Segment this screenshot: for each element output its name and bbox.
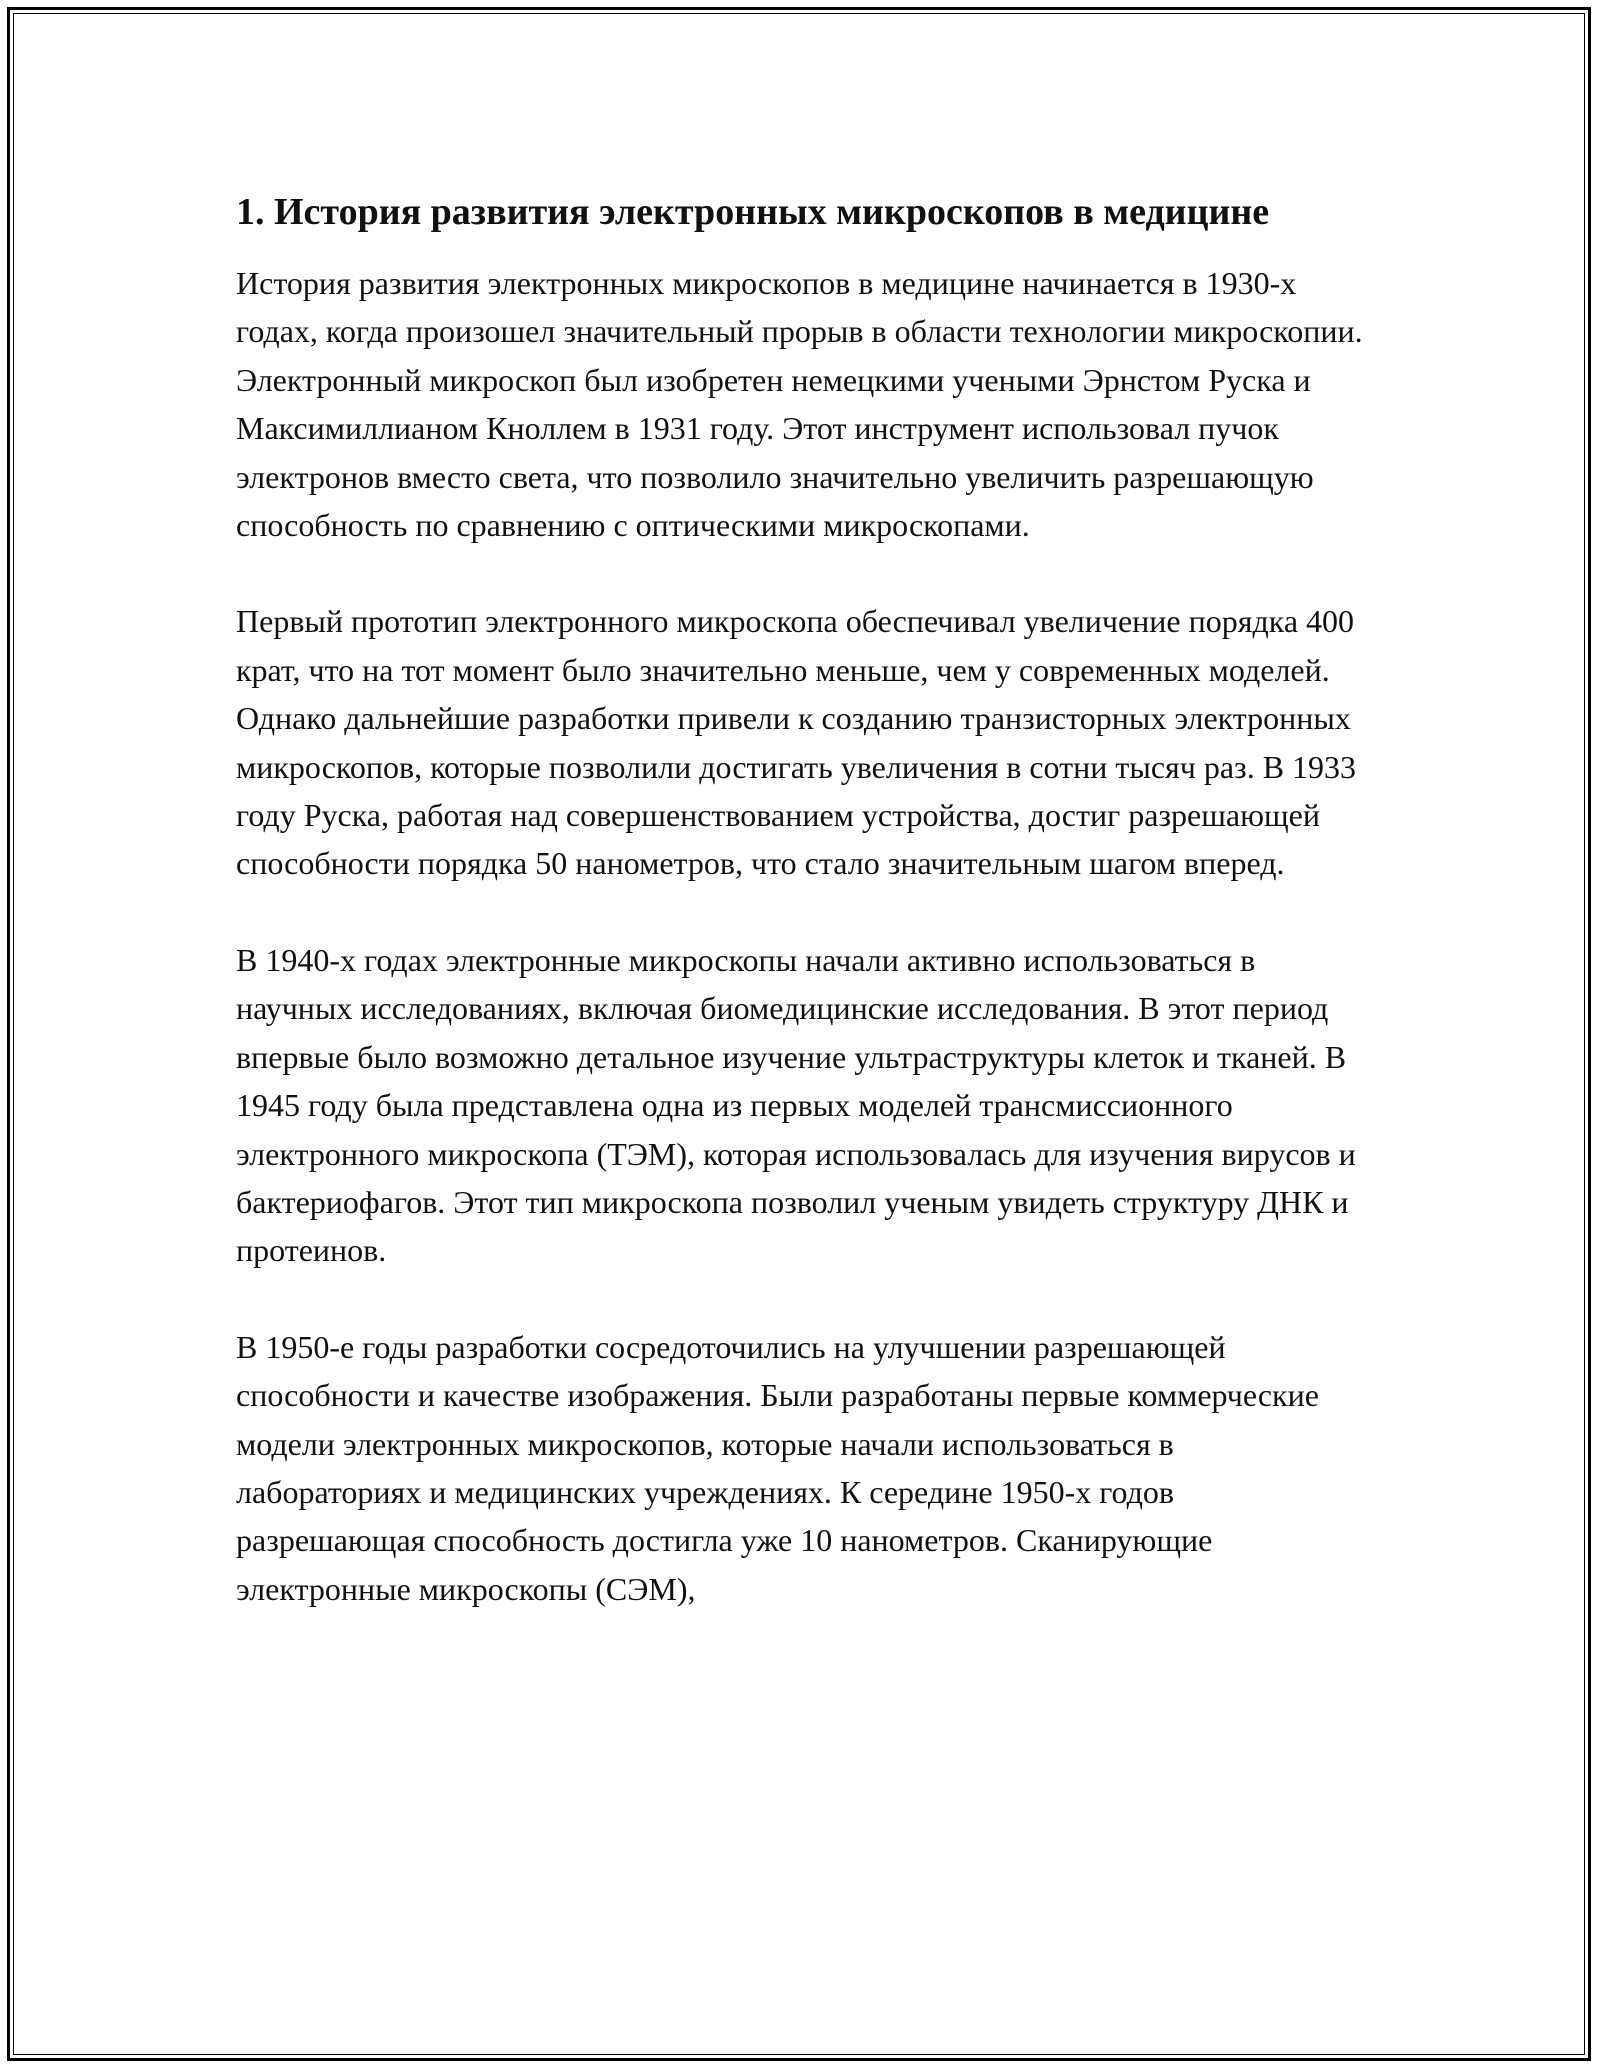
paragraph-3: В 1940-х годах электронные микроскопы начали активно использоваться в научных исследованиях, включая биомедицинские исследования. В этот период впервые было возможно детальное изучение ультраструктуры клеток и тканей. В 1945 году была представлена одна из первых моделей трансмиссионного электронного микроскопа (ТЭМ), которая использовалась для изучения вирусов и бактериофагов. Этот тип микроскопа позволил ученым увидеть структуру ДНК и протеинов.: [236, 941, 1356, 1269]
paragraph-4: В 1950-е годы разработки сосредоточились на улучшении разрешающей способности и качестве изображения. Были разработаны первые коммерческие модели электронных микроскопов, которые начали использоваться в лабораториях и медицинских учреждениях. К середине 1950-х годов разрешающая способность достигла уже 10 нанометров. Сканирующие электронные микроскопы (СЭМ),: [236, 1328, 1319, 1607]
document-page: [236, 186, 1366, 1661]
paragraph-1: История развития электронных микроскопов в медицине начинается в 1930-х годах, когда произошел значительный прорыв в области технологии микроскопии. Электронный микроскоп был изобретен немецкими учеными Эрнстом Руска и Максимиллианом Кноллем в 1931 году. Этот инструмент использовал пучок электронов вместо света, что позволило значительно увеличить разрешающую способность по сравнению с оптическими микроскопами.: [236, 265, 1363, 544]
paragraph-2: Первый прототип электронного микроскопа обеспечивал увеличение порядка 400 крат, что на тот момент было значительно меньше, чем у современных моделей. Однако дальнейшие разработки привели к созданию транзисторных электронных микроскопов, которые позволили достигать увеличения в сотни тысяч раз. В 1933 году Руска, работая над совершенствованием устройства, достиг разрешающей способности порядка 50 нанометров, что стало значительным шагом вперед.: [236, 603, 1357, 882]
section-heading: 1. История развития электронных микроскопов в медицине: [236, 191, 1270, 233]
